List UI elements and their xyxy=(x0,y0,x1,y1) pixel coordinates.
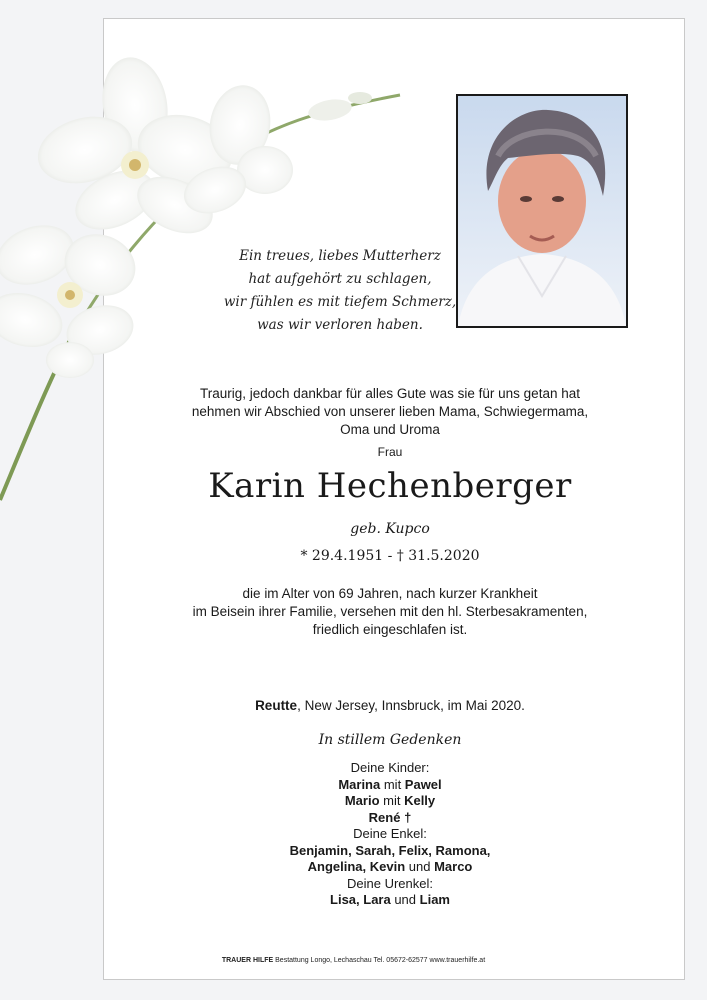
death-line: im Beisein ihrer Familie, versehen mit den hl. Sterbesakramenten, xyxy=(192,604,588,619)
family-line: Mario mit Kelly xyxy=(344,793,436,808)
place-date-line xyxy=(160,698,620,713)
life-dates: * 29.4.1951 - † 31.5.2020 xyxy=(300,548,480,564)
family-line: René † xyxy=(368,809,412,825)
verse-line: Ein treues, liebes Mutterherz xyxy=(239,248,441,264)
footer-brand: TRAUER HILFE xyxy=(221,957,274,964)
death-line: die im Alter von 69 Jahren, nach kurzer Krankheit xyxy=(242,586,538,601)
footer-text: Bestattung Longo, Lechaschau Tel. 05672-62577 www.trauerhilfe.at xyxy=(273,957,486,964)
memorial-verse xyxy=(215,245,465,337)
footer-credit xyxy=(0,957,707,964)
place-town: Reutte xyxy=(255,698,298,713)
family-line: Marina mit Pawel xyxy=(338,776,442,792)
death-line: friedlich eingeschlafen ist. xyxy=(312,622,468,637)
intro-text xyxy=(160,385,620,439)
family-line: Angelina, Kevin und Marco xyxy=(307,859,473,874)
verse-line: wir fühlen es mit tiefem Schmerz, xyxy=(223,294,457,310)
intro-line: nehmen wir Abschied von unserer lieben Mama, Schwiegermama, xyxy=(191,404,589,419)
deceased-name: Karin Hechenberger xyxy=(208,466,572,506)
place-rest: , New Jersey, Innsbruck, im Mai 2020. xyxy=(297,698,525,713)
maiden-name: geb. Kupco xyxy=(350,521,430,537)
title-prefix: Frau xyxy=(377,445,403,459)
verse-line: hat aufgehört zu schlagen, xyxy=(248,271,432,287)
in-memory-heading: In stillem Gedenken xyxy=(318,732,462,748)
family-line: Lisa, Lara und Liam xyxy=(330,892,450,907)
portrait-photo xyxy=(456,94,628,328)
intro-line: Oma und Uroma xyxy=(340,422,440,437)
greatgrandchildren-label: Deine Urenkel: xyxy=(347,875,433,891)
verse-line: was wir verloren haben. xyxy=(257,317,423,333)
death-text xyxy=(160,585,620,639)
children-label: Deine Kinder: xyxy=(350,760,430,775)
family-line: Benjamin, Sarah, Felix, Ramona, xyxy=(289,842,491,858)
intro-line: Traurig, jedoch dankbar für alles Gute was sie für uns getan hat xyxy=(200,386,580,401)
family-list xyxy=(160,760,620,909)
grandchildren-label: Deine Enkel: xyxy=(353,826,427,841)
